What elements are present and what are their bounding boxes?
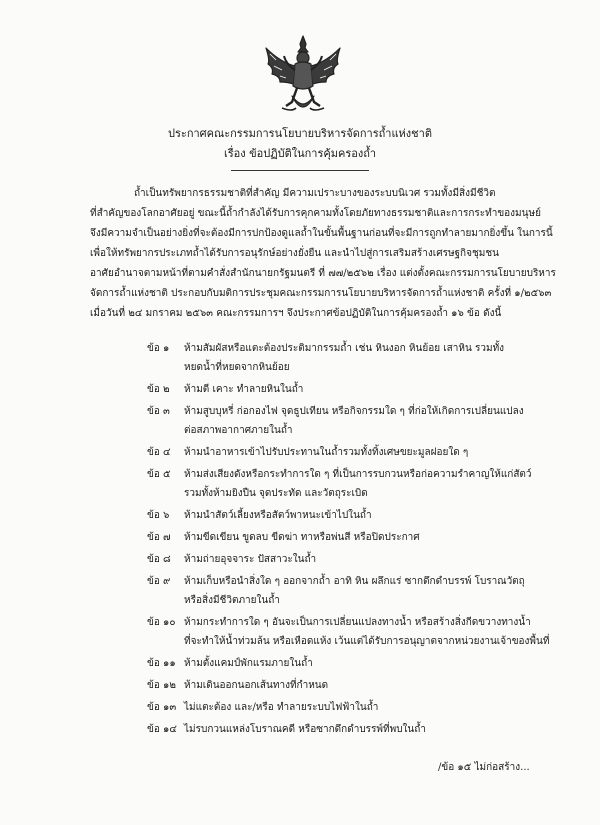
clause-number: ข้อ ๕ bbox=[147, 469, 171, 480]
clause-text: ห้ามตั้งแคมป์พักแรมภายในถ้ำ bbox=[184, 658, 313, 669]
clause-number: ข้อ ๑๒ bbox=[147, 680, 176, 691]
clause-number: ข้อ ๖ bbox=[147, 510, 170, 521]
clause-text: ห้ามสัมผัสหรือแตะต้องประติมากรรมถ้ำ เช่น หินงอก หินย้อย เสาหิน รวมทั้ง bbox=[184, 343, 505, 354]
clause-text: ห้ามสูบบุหรี่ ก่อกองไฟ จุดธูปเทียน หรือกิจกรรมใด ๆ ที่ก่อให้เกิดการเปลี่ยนแปลง bbox=[184, 406, 524, 417]
intro-line: จัดการถ้ำแห่งชาติ ประกอบกับมติการประชุมคณะกรรมการนโยบายบริหารจัดการถ้ำแห่งชาติ ครั้งที่ ๑/๒๕๖๓ bbox=[90, 288, 552, 299]
clause-10 bbox=[147, 613, 567, 651]
clause-text: ที่จะทำให้น้ำท่วมล้น หรือเหือดแห้ง เว้นแต่ได้รับการอนุญาตจากหน่วยงานเจ้าของพื้นที่ bbox=[184, 636, 550, 647]
clause-12 bbox=[147, 676, 567, 695]
clause-number: ข้อ ๗ bbox=[147, 532, 171, 543]
clause-list bbox=[147, 339, 567, 742]
clause-text: ห้ามส่งเสียงดังหรือกระทำการใด ๆ ที่เป็นการรบกวนหรือก่อความรำคาญให้แก่สัตว์ bbox=[184, 469, 532, 480]
intro-line: ที่สำคัญของโลกอาศัยอยู่ ขณะนี้ถ้ำกำลังได้รับการคุกคามทั้งโดยภัยทางธรรมชาติและการกระทำของมนุษย์ bbox=[90, 208, 541, 219]
announcement-title: ประกาศคณะกรรมการนโยบายบริหารจัดการถ้ำแห่งชาติ bbox=[168, 127, 432, 140]
clause-text: ต่อสภาพอากาศภายในถ้ำ bbox=[184, 425, 293, 436]
clause-text: รวมทั้งห้ามยิงปืน จุดประทัด และวัตถุระเบิด bbox=[184, 488, 368, 499]
clause-6 bbox=[147, 506, 567, 525]
clause-13 bbox=[147, 698, 567, 717]
clause-3 bbox=[147, 402, 567, 440]
intro-paragraph bbox=[90, 184, 556, 324]
clause-7 bbox=[147, 528, 567, 547]
intro-line: เพื่อให้ทรัพยากรประเภทถ้ำได้รับการอนุรักษ์อย่างยั่งยืน และนำไปสู่การเสริมสร้างเศรษฐกิจชุมชน bbox=[90, 248, 499, 259]
title-divider bbox=[231, 170, 369, 171]
clause-number: ข้อ ๑๑ bbox=[147, 658, 176, 669]
intro-line: จึงมีความจำเป็นอย่างยิ่งที่จะต้องมีการปกป้องดูแลถ้ำในขั้นพื้นฐานก่อนที่จะมีการถูกทำลายมากยิ่งขึ้น ในการนี้ bbox=[90, 228, 553, 239]
clause-text: ห้ามนำสัตว์เลี้ยงหรือสัตว์พาหนะเข้าไปในถ้ำ bbox=[184, 510, 372, 521]
clause-number: ข้อ ๑๔ bbox=[147, 724, 177, 735]
clause-5 bbox=[147, 465, 567, 503]
clause-text: ห้ามถ่ายอุจจาระ ปัสสาวะในถ้ำ bbox=[184, 554, 317, 565]
clause-9 bbox=[147, 572, 567, 610]
clause-text: ห้ามเก็บหรือนำสิ่งใด ๆ ออกจากถ้ำ อาทิ หิน ผลึกแร่ ซากดึกดำบรรพ์ โบราณวัตถุ bbox=[184, 576, 525, 587]
clause-number: ข้อ ๓ bbox=[147, 406, 170, 417]
clause-8 bbox=[147, 550, 567, 569]
clause-text: ไม่แตะต้อง และ/หรือ ทำลายระบบไฟฟ้าในถ้ำ bbox=[184, 702, 379, 713]
clause-number: ข้อ ๙ bbox=[147, 576, 171, 587]
clause-number: ข้อ ๑๐ bbox=[147, 617, 176, 628]
continued-footer: /ข้อ ๑๕ ไม่ก่อสร้าง... bbox=[438, 762, 530, 773]
clause-text: ห้ามตี เคาะ ทำลายหินในถ้ำ bbox=[184, 384, 304, 395]
clause-number: ข้อ ๘ bbox=[147, 554, 171, 565]
clause-4 bbox=[147, 443, 567, 462]
announcement-subject: เรื่อง ข้อปฏิบัติในการคุ้มครองถ้ำ bbox=[223, 147, 377, 160]
clause-text: ห้ามเดินออกนอกเส้นทางที่กำหนด bbox=[184, 680, 329, 691]
intro-line: อาศัยอำนาจตามหน้าที่ตามคำสั่งสำนักนายกรัฐมนตรี ที่ ๗๗/๒๕๖๒ เรื่อง แต่งตั้งคณะกรรมการนโยบายบริหาร bbox=[90, 268, 556, 279]
clause-text: หยดน้ำที่หยดจากหินย้อย bbox=[184, 362, 290, 373]
clause-number: ข้อ ๑๓ bbox=[147, 702, 177, 713]
clause-11 bbox=[147, 654, 567, 673]
intro-line: ถ้ำเป็นทรัพยากรธรรมชาติที่สำคัญ มีความเปราะบางของระบบนิเวศ รวมทั้งมีสิ่งมีชีวิต bbox=[134, 188, 496, 199]
clause-1 bbox=[147, 339, 567, 377]
clause-text: ห้ามนำอาหารเข้าไปรับประทานในถ้ำรวมทั้งทิ้งเศษขยะมูลฝอยใด ๆ bbox=[184, 447, 469, 458]
clause-2 bbox=[147, 380, 567, 399]
clause-text: หรือสิ่งมีชีวิตภายในถ้ำ bbox=[184, 595, 280, 606]
clause-number: ข้อ ๒ bbox=[147, 384, 170, 395]
clause-number: ข้อ ๑ bbox=[147, 343, 170, 354]
clause-number: ข้อ ๔ bbox=[147, 447, 171, 458]
clause-text: ห้ามขีดเขียน ขูดลบ ขีดฆ่า ทาหรือพ่นสี หรือปิดประกาศ bbox=[184, 532, 420, 543]
intro-line: เมื่อวันที่ ๒๔ มกราคม ๒๕๖๓ คณะกรรมการฯ จึงประกาศข้อปฏิบัติในการคุ้มครองถ้ำ ๑๖ ข้อ ดังนี้ bbox=[90, 308, 502, 319]
clause-text: ไม่รบกวนแหล่งโบราณคดี หรือซากดึกดำบรรพ์ที่พบในถ้ำ bbox=[184, 724, 426, 735]
garuda-emblem-icon bbox=[262, 34, 344, 120]
clause-14 bbox=[147, 720, 567, 739]
clause-text: ห้ามกระทำการใด ๆ อันจะเป็นการเปลี่ยนแปลงทางน้ำ หรือสร้างสิ่งกีดขวางทางน้ำ bbox=[184, 617, 531, 628]
